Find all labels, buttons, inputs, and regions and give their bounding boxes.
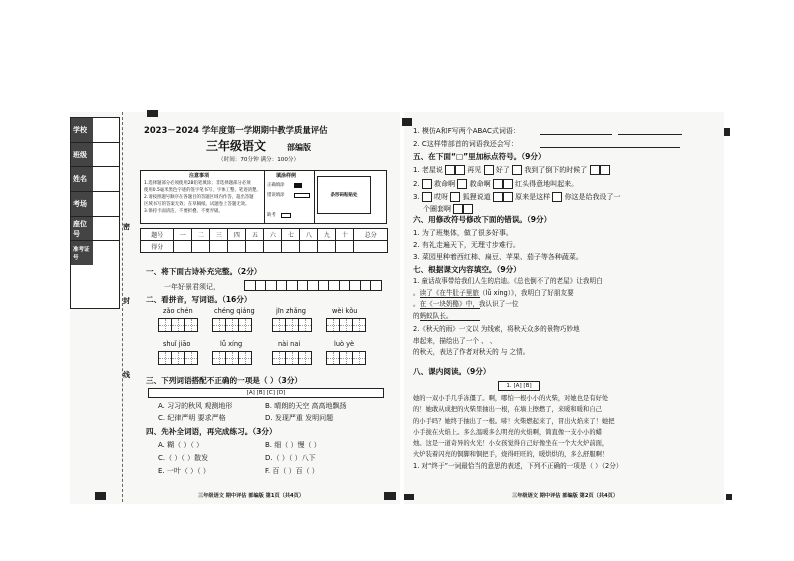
q3-option: C. 纪律严明 要求严格 bbox=[158, 414, 226, 422]
edition-label: 部编版 bbox=[287, 143, 311, 152]
q2-pinyin: jīn zhǎng bbox=[276, 307, 306, 315]
q3-option: A. 习习的秋风 观测地形 bbox=[158, 402, 233, 410]
q5-text: 红头得意地叫起来。 bbox=[515, 180, 579, 188]
q7-text: 的秋天，表达了作者对秋天的 与 之情。 bbox=[413, 348, 530, 356]
punct-box[interactable] bbox=[552, 192, 562, 202]
notice-col bbox=[141, 171, 265, 223]
binding-row bbox=[71, 167, 119, 192]
q7-text: 。在《一块奶酪》中，我认识了一位 bbox=[413, 300, 519, 308]
q7-text: 2.《秋天的雨》一文以 为线索，将秋天众多的景物巧妙地 bbox=[413, 325, 580, 333]
punct-box[interactable] bbox=[422, 192, 432, 202]
fill-sample-col bbox=[264, 171, 315, 223]
seal-char: 线 bbox=[123, 371, 130, 379]
scan-mark bbox=[95, 492, 106, 500]
score-table bbox=[140, 228, 388, 253]
binding-label: 班级 bbox=[71, 143, 93, 167]
scan-mark bbox=[724, 128, 730, 136]
score-blank[interactable] bbox=[246, 241, 264, 253]
q2-pinyin: wèi kǒu bbox=[332, 307, 358, 315]
q5-line3b bbox=[423, 204, 473, 214]
passage-line: 的小手吗？她终于抽出了一根。哧！火柴燃起来了，冒出火焰来了！她把 bbox=[413, 417, 615, 425]
barcode-area: 条形码粘贴处 bbox=[317, 176, 371, 214]
score-cell: 九 bbox=[318, 229, 336, 241]
q5-text: 2. bbox=[413, 180, 420, 188]
writing-box[interactable] bbox=[339, 351, 353, 365]
score-blank[interactable] bbox=[282, 241, 300, 253]
punct-box[interactable] bbox=[512, 165, 522, 175]
seal-line bbox=[122, 112, 123, 502]
writing-box[interactable] bbox=[339, 318, 353, 332]
score-blank[interactable] bbox=[336, 241, 354, 253]
notice-line: 2.请按照题号顺序在各题目的答题区域内作答，超出答题 bbox=[144, 195, 254, 200]
q5-text: 救命啊 bbox=[434, 180, 456, 188]
missing-label: 缺考 bbox=[267, 213, 276, 218]
q5-text: 3. bbox=[413, 193, 420, 201]
q4-item: A. 糊（ ）（ ） bbox=[158, 441, 204, 449]
q3-option: D. 发现严重 发明问题 bbox=[265, 414, 334, 422]
exam-title: 2023－2024 学年度第一学期期中教学质量评估 bbox=[144, 125, 328, 135]
score-cell: 六 bbox=[264, 229, 282, 241]
score-header-row bbox=[141, 229, 388, 241]
fill-wrong-label: 错误填涂 bbox=[267, 193, 285, 198]
writing-box[interactable] bbox=[272, 318, 286, 332]
q7-title: 七、根据课文内容填空。（9分） bbox=[413, 265, 521, 274]
writing-box[interactable] bbox=[212, 351, 226, 365]
passage-line: 小手拢在火焰上。多么温暖多么明亮的火焰啊，简直像一支小小的蜡 bbox=[413, 428, 602, 436]
q5-line3 bbox=[413, 192, 621, 202]
punct-box[interactable] bbox=[503, 179, 513, 189]
score-cell: 三 bbox=[210, 229, 228, 241]
score-blank[interactable] bbox=[210, 241, 228, 253]
q2-pinyin: shuǐ jiāo bbox=[163, 340, 191, 348]
writing-box[interactable] bbox=[171, 351, 185, 365]
punct-box[interactable] bbox=[503, 192, 513, 202]
score-blank[interactable] bbox=[174, 241, 192, 253]
q2-pinyin: lǚ xíng bbox=[220, 340, 243, 348]
passage-line: 她的一双小手几乎冻僵了。啊，哪怕一根小小的火柴，对她也是有好处 bbox=[413, 395, 609, 402]
q5-line1 bbox=[413, 165, 610, 175]
passage-line: 的！她敢从成把的火柴里抽出一根，在墙上擦燃了，来暖和暖和自己 bbox=[413, 406, 602, 414]
q5-text: 好了 bbox=[495, 166, 510, 174]
missing-checkbox[interactable] bbox=[281, 213, 291, 218]
q8-question: 1. 对“终于”一词最恰当的意思的表述，下列不正确的一项是（ ）（2分） bbox=[413, 462, 623, 470]
q5-title: 五、在下面“□”里加标点符号。（9分） bbox=[413, 152, 546, 161]
time-note: （时间：70分钟 满分：100分） bbox=[218, 157, 300, 163]
binding-row bbox=[71, 241, 119, 265]
q7-text: 的蚂蚁队长。 bbox=[413, 311, 453, 320]
page-footer: 三年级语文 期中评估 部编版 第1页（共4页） bbox=[198, 493, 305, 499]
q5-text: 原来是这样 bbox=[515, 193, 551, 201]
q2-pinyin: chéng qiáng bbox=[214, 307, 255, 315]
binding-row bbox=[71, 192, 119, 217]
notice-line: 1.选择题部分必须使用2B铅笔填涂；非选择题部分必须 bbox=[144, 181, 251, 186]
q5-text: 个圈套啊 bbox=[423, 205, 451, 213]
punct-box[interactable] bbox=[484, 165, 494, 175]
q1-line: 一年好景君须记， bbox=[164, 283, 220, 291]
score-cell: 八 bbox=[300, 229, 318, 241]
writing-box[interactable] bbox=[171, 318, 185, 332]
score-cell: 二 bbox=[192, 229, 210, 241]
punct-box[interactable] bbox=[493, 179, 503, 189]
score-blank[interactable] bbox=[264, 241, 282, 253]
punct-box[interactable] bbox=[422, 179, 432, 189]
notice-line: 使用0.5毫米黑色字迹的签字笔书写，字体工整、笔迹清楚。 bbox=[144, 188, 261, 193]
subject-title: 三年级语文 bbox=[206, 139, 267, 153]
q4-item: D.（ ）（ ）八下 bbox=[265, 454, 316, 462]
q4-item: C.（ ）（ ）散发 bbox=[158, 454, 209, 462]
passage-line: 火炉装着闪亮的铜脚和铜把手，烧得旺旺的，暖烘烘的，多么舒服啊！ bbox=[413, 451, 609, 459]
q2-pinyin: nài nai bbox=[278, 340, 301, 348]
student-info-binding bbox=[70, 117, 120, 309]
q7-text: 。读了《在牛肚子里旅（lǚ xíng）》，我明白了好朋友要 bbox=[413, 288, 574, 297]
score-cell: 题号 bbox=[141, 229, 174, 241]
punct-box[interactable] bbox=[445, 165, 455, 175]
tian-grid-row bbox=[158, 351, 197, 365]
answer-line[interactable] bbox=[420, 308, 480, 309]
writing-box[interactable] bbox=[212, 318, 226, 332]
score-cell: 一 bbox=[174, 229, 192, 241]
answer-line[interactable] bbox=[618, 134, 682, 135]
q6-title: 六、用修改符号修改下面的错误。（9分） bbox=[413, 215, 552, 224]
q5-line2 bbox=[413, 179, 578, 189]
writing-box[interactable] bbox=[238, 351, 252, 365]
punct-box[interactable] bbox=[450, 192, 460, 202]
page-footer: 三年级语文 期中评估 部编版 第2页（共4页） bbox=[512, 493, 619, 499]
writing-box[interactable] bbox=[298, 351, 312, 365]
writing-box[interactable] bbox=[225, 351, 239, 365]
q5-text: 我到了倒下的时候了 bbox=[524, 166, 588, 174]
writing-box[interactable] bbox=[158, 351, 172, 365]
writing-box[interactable] bbox=[298, 318, 312, 332]
binding-label: 考场 bbox=[71, 192, 93, 216]
punct-box[interactable] bbox=[590, 165, 600, 175]
q1-title: 一、将下面古诗补充完整。（2分） bbox=[146, 267, 262, 276]
q5-text: 救命啊 bbox=[469, 180, 491, 188]
tian-grid-row bbox=[272, 318, 311, 332]
q6-line: 3. 菜园里种着西红柿、扁豆、苹果、茄子等各种蔬菜。 bbox=[413, 253, 583, 261]
fill-title: 填涂样例 bbox=[276, 173, 297, 179]
notice-title: 注意事项 bbox=[189, 173, 210, 179]
writing-box[interactable] bbox=[158, 318, 172, 332]
q4-item: E. 一叶（ ）（ ） bbox=[158, 467, 210, 475]
binding-row bbox=[71, 217, 119, 242]
score-blank[interactable] bbox=[318, 241, 336, 253]
q5-text: 1. 老屋说 bbox=[413, 166, 443, 174]
q7-text: 1. 童话故事带给我们人生的启迪。《总也倒不了的老屋》让我明白 bbox=[413, 277, 603, 285]
writing-box[interactable] bbox=[184, 351, 198, 365]
score-cell: 四 bbox=[228, 229, 246, 241]
tian-grid-row bbox=[212, 318, 251, 332]
binding-row bbox=[71, 143, 119, 168]
q2-pinyin: luò yè bbox=[334, 340, 355, 348]
q5-text: 你这是给我设了一 bbox=[564, 193, 621, 201]
filled-sample-icon bbox=[294, 183, 302, 188]
q7-p1 bbox=[413, 276, 603, 322]
seal-char: 密 bbox=[123, 223, 130, 231]
scan-mark bbox=[726, 494, 732, 500]
q5-text: 狐狸说道 bbox=[462, 193, 491, 201]
writing-box[interactable] bbox=[326, 351, 340, 365]
seal-char: 封 bbox=[123, 297, 130, 305]
q3-title: 三、下列词语搭配不正确的一项是（ ）（3分） bbox=[146, 376, 303, 385]
binding-blank[interactable] bbox=[93, 118, 119, 142]
notice-line: 区域书写的答案无效；在草稿纸、试题卷上答题无效。 bbox=[144, 202, 250, 207]
tian-grid-row bbox=[326, 318, 365, 332]
scan-mark bbox=[147, 110, 158, 117]
writing-box[interactable] bbox=[285, 318, 299, 332]
answer-box[interactable] bbox=[370, 280, 382, 291]
fill-correct-label: 正确填涂 bbox=[267, 183, 285, 188]
q6-line: 2. 有礼走遍天下，无理寸步难行。 bbox=[413, 241, 520, 249]
binding-row bbox=[71, 118, 119, 143]
binding-label: 姓名 bbox=[71, 167, 93, 191]
writing-box[interactable] bbox=[352, 318, 366, 332]
punct-box[interactable] bbox=[453, 204, 463, 214]
passage-line: 烛。这是一道奇异的火光！小女孩觉得自己好像坐在一个大火炉前面， bbox=[413, 440, 609, 448]
q4-title: 四、先补全词语，再完成练习。（3分） bbox=[146, 427, 277, 436]
score-blank[interactable] bbox=[300, 241, 318, 253]
writing-box[interactable] bbox=[326, 318, 340, 332]
writing-box[interactable] bbox=[184, 318, 198, 332]
q8-passage bbox=[413, 393, 615, 461]
q7-p2 bbox=[413, 324, 580, 359]
punct-box[interactable] bbox=[455, 165, 465, 175]
q4-item: F. 百（ ）百（ ） bbox=[265, 467, 319, 475]
binding-blank[interactable] bbox=[93, 217, 119, 241]
score-value-row bbox=[141, 241, 388, 253]
writing-box[interactable] bbox=[285, 351, 299, 365]
answer-line[interactable] bbox=[420, 297, 480, 298]
writing-box[interactable] bbox=[225, 318, 239, 332]
q6-line: 1. 为了班集体，做了很多好事。 bbox=[413, 229, 513, 237]
scan-mark bbox=[404, 494, 414, 500]
q3-option: B. 晴朗的天空 高高地飘扬 bbox=[265, 402, 347, 410]
answer-line[interactable] bbox=[420, 320, 480, 321]
scan-mark bbox=[402, 118, 412, 126]
score-blank[interactable] bbox=[192, 241, 210, 253]
q2-pinyin: zǎo chén bbox=[163, 307, 193, 315]
q5-text: 再见 bbox=[467, 166, 482, 174]
writing-box[interactable] bbox=[272, 351, 286, 365]
binding-blank[interactable] bbox=[93, 192, 119, 216]
punct-box[interactable] bbox=[493, 192, 503, 202]
binding-blank[interactable] bbox=[93, 241, 119, 265]
q7-text: 串起来，描绘出了一个 、 、 bbox=[413, 336, 497, 345]
answer-line[interactable] bbox=[540, 147, 680, 148]
writing-box[interactable] bbox=[352, 351, 366, 365]
binding-label: 准考证号 bbox=[71, 241, 93, 265]
score-blank[interactable] bbox=[354, 241, 388, 253]
q2-title: 二、看拼音，写词语。（16分） bbox=[146, 295, 252, 304]
punct-box[interactable] bbox=[457, 179, 467, 189]
score-cell: 十 bbox=[336, 229, 354, 241]
score-cell: 得分 bbox=[141, 241, 174, 253]
radical-line: 2. C这样带部首的词语我还会写： bbox=[413, 140, 518, 148]
notice-line: 3.保持卡面清洁，不要折叠、不要弄破。 bbox=[144, 209, 223, 214]
tian-grid-row bbox=[158, 318, 197, 332]
score-cell: 七 bbox=[282, 229, 300, 241]
punct-box[interactable] bbox=[600, 165, 610, 175]
tian-grid-row bbox=[212, 351, 251, 365]
binding-label: 学校 bbox=[71, 118, 93, 142]
binding-label: 座位号 bbox=[71, 217, 93, 241]
wrong-sample-icon bbox=[294, 193, 310, 198]
binding-blank[interactable] bbox=[93, 143, 119, 167]
q3-answer-options[interactable]: [A] [B] [C] [D] bbox=[148, 388, 384, 398]
binding-blank[interactable] bbox=[93, 167, 119, 191]
answer-line[interactable] bbox=[540, 134, 612, 135]
abac-line: 1. 模仿A和F写两个ABAC式词语： bbox=[413, 127, 520, 135]
q8-title: 八、课内阅读。（9分） bbox=[413, 367, 491, 376]
scan-mark bbox=[384, 492, 396, 500]
q8-answer-box[interactable]: 1. [A] [B] bbox=[498, 381, 540, 391]
score-blank[interactable] bbox=[228, 241, 246, 253]
tian-grid-row bbox=[272, 351, 311, 365]
tian-grid-row bbox=[326, 351, 365, 365]
score-cell: 五 bbox=[246, 229, 264, 241]
q1-answer-grid bbox=[244, 280, 381, 291]
q5-text: 哎呀 bbox=[434, 193, 449, 201]
q4-item: B. 细（ ）慢（ ） bbox=[265, 441, 321, 449]
writing-box[interactable] bbox=[238, 318, 252, 332]
score-cell: 总分 bbox=[354, 229, 388, 241]
punct-box[interactable] bbox=[463, 204, 473, 214]
